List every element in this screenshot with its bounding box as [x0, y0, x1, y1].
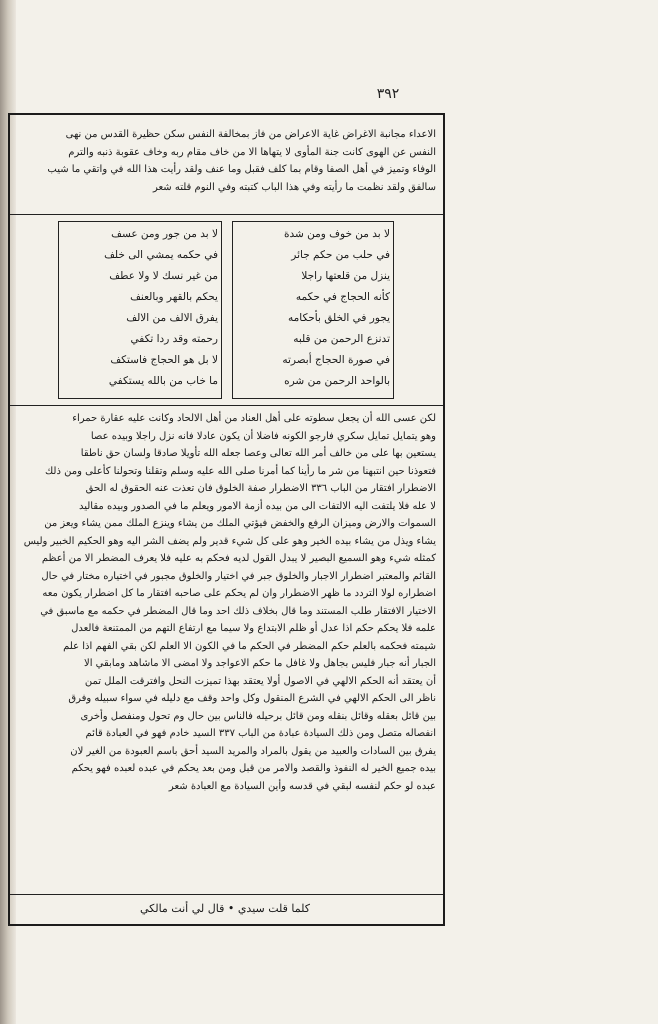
- text-line: عبده لو حكم لنفسه لبقي في قدسه وأين السيادة مع العبادة شعر: [168, 780, 436, 792]
- intro-paragraph: [18, 126, 436, 196]
- text-line: انفصاله متصل ومن ذلك السيادة عبادة من الباب ٣٣٧ السيد خادم فهو في العبادة قائم: [85, 728, 436, 739]
- text-line: السموات والارض وميزان الرفع والخفض فيؤتي الملك من يشاء وينزع الملك ممن يشاء ويعز من: [44, 518, 436, 529]
- verse-line: رحمته وقد ردا تكفي: [130, 333, 218, 345]
- verse-line: بالواحد الرحمن من شره: [284, 375, 390, 387]
- poem-left-column: [62, 224, 218, 392]
- verse-line: يفرق الالف من الالف: [126, 312, 218, 324]
- text-line: شيمته فحكمه بالعلم حكم المضطر في الحكم ما في الكون الا العلم لكن بقي الفهم اذا علم: [63, 640, 436, 652]
- text-line: القائم والمعتبر اضطرار الاجبار والخلوق جبر في اختيار والخلوق مجبور في اختياره مختار في حال: [41, 570, 436, 582]
- text-line: الاعداء مجانبة الاغراض غاية الاعراض من فاز بمخالفة النفس سكن حظيرة القدس من نهى: [65, 129, 436, 140]
- verse-line: في صورة الحجاج أبصرته: [282, 354, 390, 366]
- text-line: يشاء ويذل من يشاء بيده الخير وهو على كل شيء قدير ولم يضف الشر اليه وهو الحكيم الخبير وليس: [23, 535, 436, 547]
- text-line: اضطراره لولا التردد ما ظهر الاضطرار وان لم يحكم على صاحبه افتقار ما كل اضطرار يكون معه: [42, 588, 436, 599]
- text-line: وهو يتمايل تمايل سكري فارجو الكونه فاضلا أن يكون عادلا فانه نزل راجلا وبيده عصا: [90, 430, 436, 442]
- verse-line: كأنه الحجاج في حكمه: [295, 291, 390, 303]
- text-line: فتعوذنا حين انتبهنا من شر ما رأينا كما أمرنا صلى الله عليه وسلم وتقلنا وتحولنا كأعلى ومن ذلك: [45, 465, 436, 477]
- closing-verse: كلما قلت سيدي • قال لي أنت مالكي: [139, 902, 311, 915]
- section-divider: [10, 894, 443, 895]
- verse-line: يجور في الخلق بأحكامه: [288, 312, 390, 324]
- text-line: كمثله شيء وهو السميع البصير لا يبدل القول لديه فحكم به عليه فلا يعرف المضطر الا من أعظم: [41, 553, 436, 564]
- text-line: يفرق بين السادات والعبيد من يقول بالمراد والمريد السيد أحق باسم العبودة من الغير لان: [70, 745, 436, 757]
- text-line: أن يعتقد أنه الحكم الالهي في الاصول أولا يعتقد بهذا تميزت النحل وافترقت الملل تمن: [84, 675, 436, 687]
- verse-line: يحكم بالقهر وبالعنف: [130, 291, 218, 303]
- verse-line: في حلب من حكم جائر: [291, 249, 390, 261]
- text-line: الجبار أنه جبار فليس بجاهل ولا غافل ما حكم الاعواجد ولا امضى الا ماشاهد ومابقي الا: [84, 658, 436, 669]
- verse-line: في حكمه يمشي الى خلف: [104, 249, 218, 261]
- verse-line: ينزل من قلعتها راجلا: [301, 270, 390, 282]
- verse-line: من غير نسك لا ولا عطف: [109, 270, 218, 282]
- verse-line: ما خاب من بالله يستكفي: [108, 375, 218, 387]
- text-line: علمه فلا يحكم حكم اذا عدل أو ظلم الابتداع ولا سيما مع ارتفاع التهم من الممتنعة فالعدل: [71, 623, 436, 634]
- page-number: ٣٩٢: [376, 86, 400, 102]
- verse-line: لا بد من خوف ومن شدة: [283, 228, 390, 240]
- text-line: لكن عسى الله أن يجعل سطوته على أهل العناد من أهل الالحاد وكانت عليه عقارة حمراء: [72, 413, 436, 424]
- text-line: بين قائل بعقله وقائل بنقله ومن قائل برحيله فالناس بين حال وم تحول ومنفصل وأخرى: [80, 710, 436, 722]
- text-line: سالفق ولقد نظمت ما رأيته وفي هذا الباب كتبته وفي النوم قلته شعر: [152, 181, 436, 193]
- text-line: الوفاء وتميز في أهل الصفا وقام بما كلف فقبل وما عنف ولقد رأيت هذا الله في واتقي ما شيب: [47, 164, 436, 175]
- text-line: بيده جميع الخير له النفوذ والقصد والامر من قبل ومن بعد يحكم في عبده لعبده فهو يحكم: [71, 763, 436, 774]
- text-line: يستعين بها على من خالف أمر الله تعالى وعصا جعله الله تأويلا صادقا ولسان حق ناطقا: [80, 448, 436, 459]
- main-paragraph: [18, 410, 436, 795]
- verse-line: لا بد من جور ومن عسف: [111, 228, 218, 240]
- verse-line: لا بل هو الحجاج فاستكف: [110, 354, 218, 366]
- section-divider: [10, 214, 443, 215]
- text-line: النفس عن الهوى كانت جنة المأوى لا يتهاها الا من خاف مقام ربه وخاف عقوبة ذنبه والترم: [68, 146, 436, 158]
- text-line: ناظر الى الحكم الالهي في الشرع المنقول وكل واحد وقف مع دليله في سواء سبيله وفرق: [68, 693, 436, 704]
- text-line: الاضطرار افتقار من الباب ٣٣٦ الاضطرار صفة الخلوق فان تعذت عنه الحقوق له الحق: [85, 483, 436, 494]
- text-line: الاختيار الافتقار طلب المستند وما قال بخلاف ذلك احد وما قال المضطر في حكمه مع ماسبق في: [40, 605, 436, 617]
- section-divider: [10, 405, 443, 406]
- verse-line: تدنزع الرحمن من قلبه: [293, 333, 390, 345]
- poem-right-column: [236, 224, 390, 392]
- text-line: لا عله فلا يلتفت اليه الالتفات الى من بيده أزمة الامور ويعلم ما في الصدور وبيده مقاليد: [78, 500, 436, 512]
